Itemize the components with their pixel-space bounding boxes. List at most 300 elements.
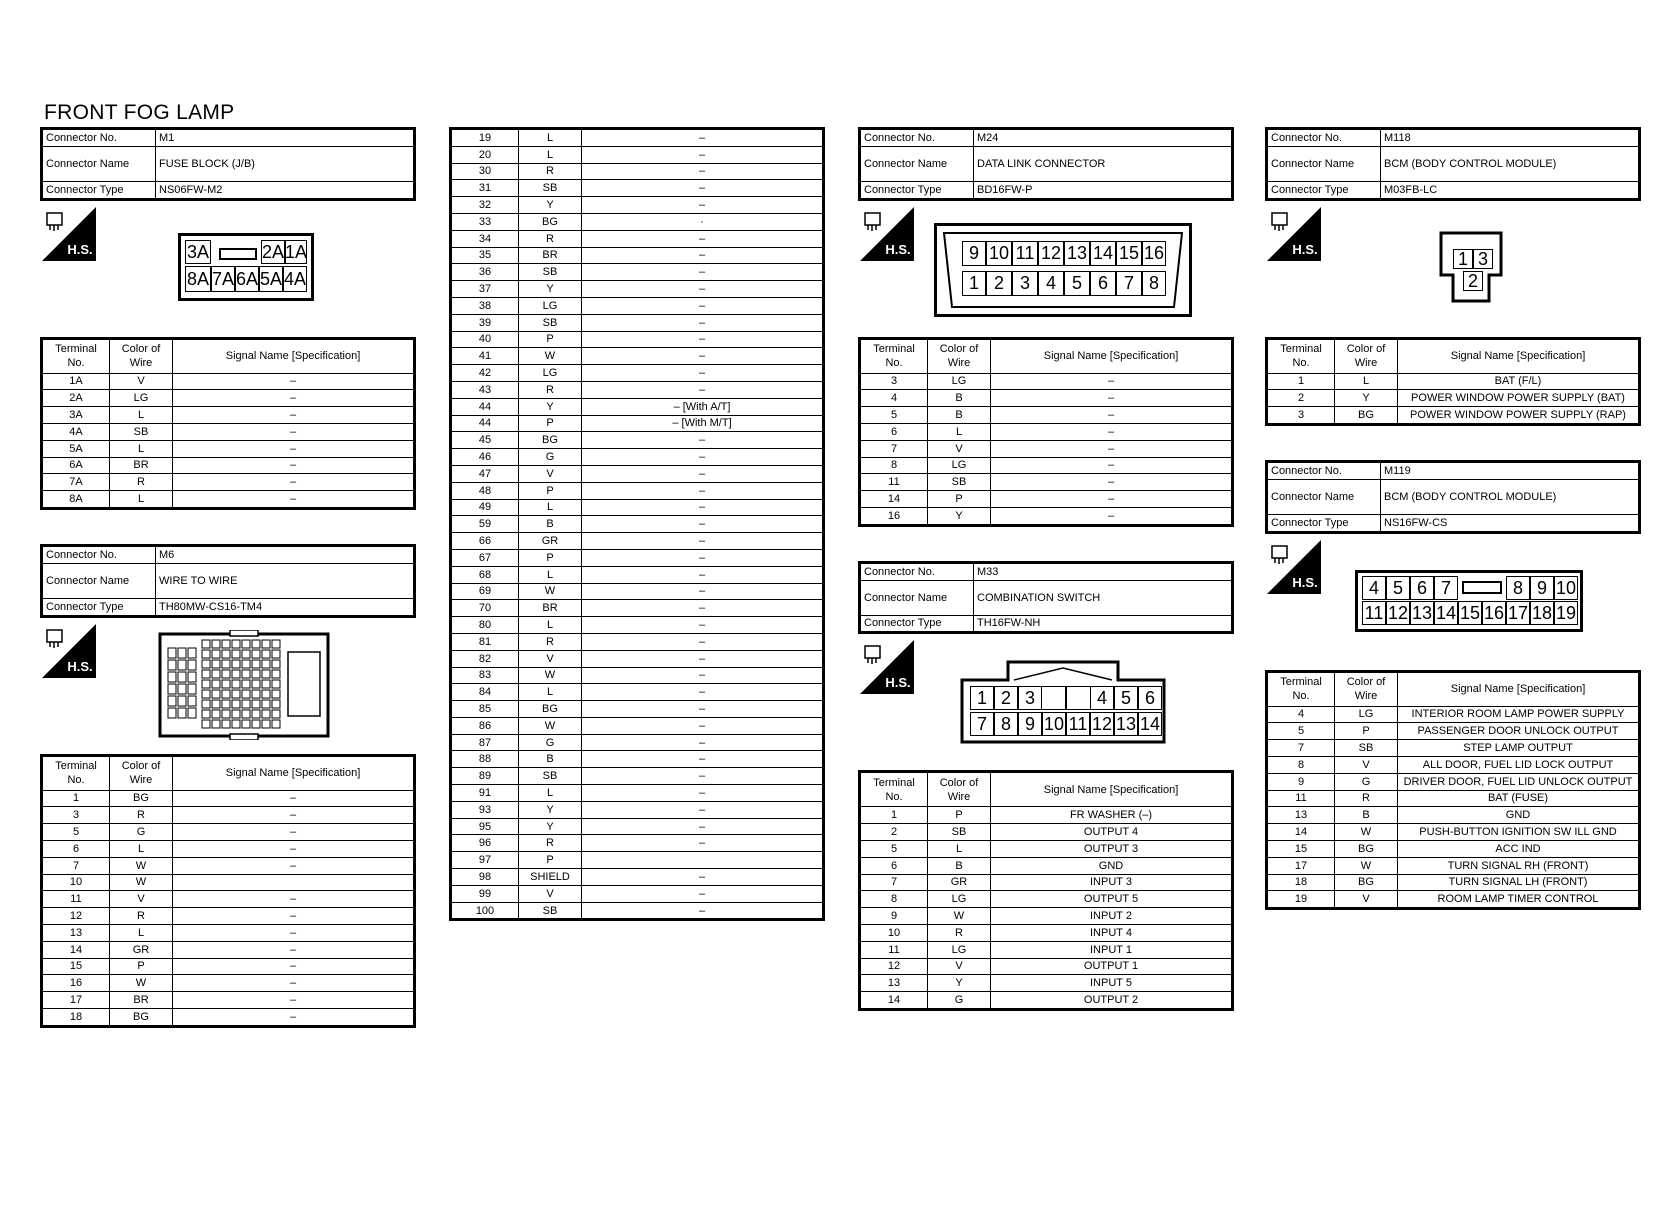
signal-name-cell: BAT (F/L) xyxy=(1398,373,1640,390)
wire-color-cell: L xyxy=(110,924,173,941)
table-row xyxy=(860,857,1233,874)
signal-name-cell: POWER WINDOW POWER SUPPLY (RAP) xyxy=(1398,407,1640,425)
wire-color-cell: P xyxy=(1335,723,1398,740)
signal-name-cell: – xyxy=(991,373,1233,390)
table-row xyxy=(860,407,1233,424)
table-row xyxy=(451,197,824,214)
table-row xyxy=(1267,723,1640,740)
pin-cavity xyxy=(232,670,240,678)
pin-cavity xyxy=(168,660,176,670)
pin: 15 xyxy=(1459,602,1481,623)
pin-cavity xyxy=(262,640,270,648)
wire-color-cell: L xyxy=(110,440,173,457)
wire-color-cell: L xyxy=(1335,373,1398,390)
signal-name-cell: – xyxy=(173,958,415,975)
table-row xyxy=(451,566,824,583)
table-row xyxy=(451,432,824,449)
table-row xyxy=(42,373,415,390)
pin: 4A xyxy=(283,266,307,292)
signal-name-cell: – xyxy=(582,281,824,298)
signal-name-cell: – xyxy=(991,423,1233,440)
pin: 13 xyxy=(1064,241,1090,266)
terminal-no-cell: 7 xyxy=(42,857,110,874)
pin: 15 xyxy=(1116,241,1142,266)
pin-cavity xyxy=(188,708,196,718)
pin-cavity xyxy=(188,696,196,706)
signal-name-cell: OUTPUT 3 xyxy=(991,840,1233,857)
terminal-no-cell: 6 xyxy=(860,423,928,440)
header-color: Color of Wire xyxy=(1335,671,1398,706)
pin-cavity xyxy=(188,648,196,658)
terminal-no-cell: 14 xyxy=(860,992,928,1010)
wire-color-cell: L xyxy=(928,423,991,440)
wire-color-cell: SB xyxy=(928,824,991,841)
wire-color-cell: R xyxy=(110,807,173,824)
signal-name-cell: – xyxy=(991,390,1233,407)
wire-color-cell: BR xyxy=(110,457,173,474)
pin-cavity xyxy=(262,710,270,718)
signal-name-cell: – xyxy=(173,423,415,440)
pin-cavity xyxy=(222,720,230,728)
terminal-no-cell: 10 xyxy=(860,924,928,941)
connector-name: COMBINATION SWITCH xyxy=(974,580,1233,615)
svg-text:H.S.: H.S. xyxy=(1292,574,1318,590)
signal-name-cell: FR WASHER (–) xyxy=(991,807,1233,824)
pin-cavity xyxy=(262,690,270,698)
connector-type: M03FB-LC xyxy=(1381,181,1640,199)
pin: 4 xyxy=(1362,576,1386,600)
terminal-no-cell: 6 xyxy=(42,840,110,857)
signal-name-cell: – xyxy=(173,992,415,1009)
pin: 3 xyxy=(1012,271,1038,296)
table-row xyxy=(451,264,824,281)
pin-cavity xyxy=(232,660,240,668)
table-row xyxy=(451,415,824,432)
connector-face-m1 xyxy=(178,233,314,301)
wire-color-cell: V xyxy=(928,958,991,975)
pin: 7 xyxy=(1116,271,1142,296)
connector-type: BD16FW-P xyxy=(974,181,1233,199)
table-row xyxy=(451,751,824,768)
signal-name-cell: INPUT 1 xyxy=(991,941,1233,958)
pin-cavity xyxy=(262,670,270,678)
pin: 5 xyxy=(1114,686,1138,710)
terminal-no-cell: 7 xyxy=(860,874,928,891)
table-row xyxy=(1267,840,1640,857)
signal-name-cell xyxy=(582,852,824,869)
wire-color-cell: R xyxy=(519,381,582,398)
signal-name-cell: – xyxy=(173,924,415,941)
signal-name-cell: INPUT 2 xyxy=(991,908,1233,925)
terminal-no-cell: 82 xyxy=(451,650,519,667)
wire-color-cell: L xyxy=(519,499,582,516)
wire-color-cell: Y xyxy=(928,975,991,992)
pin-cavity xyxy=(272,650,280,658)
header-signal: Signal Name [Specification] xyxy=(1398,671,1640,706)
table-row xyxy=(42,423,415,440)
pin: 2 xyxy=(986,271,1012,296)
table-row xyxy=(860,924,1233,941)
connector-type: NS16FW-CS xyxy=(1381,514,1640,532)
pin-cavity xyxy=(202,640,210,648)
pin-cavity xyxy=(178,708,186,718)
pin-cavity xyxy=(252,650,260,658)
signal-name-cell: – xyxy=(582,734,824,751)
terminal-no-cell: 14 xyxy=(42,941,110,958)
terminal-no-cell: 1 xyxy=(1267,373,1335,390)
signal-name-cell: – xyxy=(173,440,415,457)
label-connector-no: Connector No. xyxy=(1267,461,1381,479)
pin: 1 xyxy=(970,686,994,710)
pin-cavity xyxy=(202,700,210,708)
pin-cavity xyxy=(272,720,280,728)
terminal-no-cell: 31 xyxy=(451,180,519,197)
terminal-table-m6-continued xyxy=(449,127,825,921)
wire-color-cell: GR xyxy=(110,941,173,958)
pin-cavity xyxy=(212,690,220,698)
wire-color-cell: Y xyxy=(928,507,991,525)
signal-name-cell: – xyxy=(991,474,1233,491)
wire-color-cell: GR xyxy=(519,533,582,550)
terminal-no-cell: 88 xyxy=(451,751,519,768)
terminal-no-cell: 100 xyxy=(451,902,519,920)
signal-name-cell: GND xyxy=(1398,807,1640,824)
pin-cavity xyxy=(242,720,250,728)
pin: 10 xyxy=(986,241,1012,266)
wire-color-cell: SB xyxy=(519,180,582,197)
pin-cavity xyxy=(242,660,250,668)
table-row xyxy=(860,975,1233,992)
pin-cavity xyxy=(252,670,260,678)
connector-face-m119 xyxy=(1355,570,1583,632)
signal-name-cell: OUTPUT 4 xyxy=(991,824,1233,841)
terminal-table-m24 xyxy=(858,337,1234,527)
table-row xyxy=(860,807,1233,824)
signal-name-cell: – [With M/T] xyxy=(582,415,824,432)
signal-name-cell: – xyxy=(173,824,415,841)
pin: 3 xyxy=(1018,686,1042,710)
connector-info-m119 xyxy=(1265,460,1641,534)
terminal-no-cell: 12 xyxy=(860,958,928,975)
wire-color-cell: B xyxy=(928,390,991,407)
signal-name-cell: INPUT 5 xyxy=(991,975,1233,992)
wire-color-cell: R xyxy=(1335,790,1398,807)
pin-cavity xyxy=(262,700,270,708)
terminal-no-cell: 4A xyxy=(42,423,110,440)
signal-name-cell: – xyxy=(582,247,824,264)
pin-cavity xyxy=(212,710,220,718)
pin-cavity xyxy=(242,640,250,648)
header-signal: Signal Name [Specification] xyxy=(991,338,1233,373)
wire-color-cell: B xyxy=(519,516,582,533)
table-row xyxy=(860,992,1233,1010)
table-row xyxy=(451,583,824,600)
table-row xyxy=(451,314,824,331)
table-row xyxy=(451,633,824,650)
wire-color-cell: L xyxy=(519,129,582,147)
connector-info-m1 xyxy=(40,127,416,201)
wire-color-cell: BG xyxy=(519,432,582,449)
connector-name: DATA LINK CONNECTOR xyxy=(974,146,1233,181)
table-row xyxy=(42,407,415,424)
pin-cavity xyxy=(232,700,240,708)
table-row xyxy=(451,818,824,835)
terminal-no-cell: 99 xyxy=(451,885,519,902)
table-row xyxy=(860,423,1233,440)
terminal-table-m6 xyxy=(40,754,416,1028)
wire-color-cell: G xyxy=(519,734,582,751)
pin: 1A xyxy=(284,241,308,262)
pin: 10 xyxy=(1555,577,1577,598)
connector-no: M6 xyxy=(156,545,415,563)
signal-name-cell: – xyxy=(582,549,824,566)
terminal-no-cell: 67 xyxy=(451,549,519,566)
wire-color-cell: BR xyxy=(519,600,582,617)
wire-color-cell: W xyxy=(110,874,173,891)
harness-side-icon xyxy=(860,640,914,694)
wire-color-cell: P xyxy=(519,482,582,499)
pin: 13 xyxy=(1115,714,1137,735)
wire-color-cell: V xyxy=(1335,891,1398,909)
table-row xyxy=(1267,390,1640,407)
wire-color-cell: R xyxy=(519,163,582,180)
diagram-m1 xyxy=(40,201,416,337)
pin-cavity xyxy=(202,710,210,718)
pin: 7 xyxy=(1434,576,1458,600)
table-row xyxy=(451,163,824,180)
pin-cavity xyxy=(252,720,260,728)
pin-cavity xyxy=(178,684,186,694)
terminal-no-cell: 1 xyxy=(860,807,928,824)
terminal-no-cell: 83 xyxy=(451,667,519,684)
table-row xyxy=(451,230,824,247)
terminal-table-m33 xyxy=(858,770,1234,1011)
terminal-no-cell: 17 xyxy=(42,992,110,1009)
pin-cavity xyxy=(212,640,220,648)
signal-name-cell: OUTPUT 1 xyxy=(991,958,1233,975)
diagram-m24 xyxy=(858,201,1234,337)
pin: 7A xyxy=(211,266,235,292)
terminal-no-cell: 3 xyxy=(42,807,110,824)
signal-name-cell: ACC IND xyxy=(1398,840,1640,857)
table-row xyxy=(860,840,1233,857)
pin: 5 xyxy=(1064,271,1090,296)
wire-color-cell: P xyxy=(519,549,582,566)
pin: 11 xyxy=(1012,241,1038,266)
wire-color-cell: BG xyxy=(519,701,582,718)
pin: 2 xyxy=(994,686,1018,710)
signal-name-cell: – xyxy=(582,465,824,482)
table-row xyxy=(451,549,824,566)
connector-key xyxy=(219,248,257,260)
terminal-no-cell: 96 xyxy=(451,835,519,852)
wire-color-cell: W xyxy=(519,583,582,600)
connector-no: M1 xyxy=(156,129,415,147)
header-terminal: Terminal No. xyxy=(42,755,110,790)
connector-info-m24 xyxy=(858,127,1234,201)
terminal-no-cell: 39 xyxy=(451,314,519,331)
header-terminal: Terminal No. xyxy=(860,772,928,807)
column-1 xyxy=(40,127,416,1028)
pin-cavity xyxy=(272,680,280,688)
pin-cavity xyxy=(222,710,230,718)
signal-name-cell: – xyxy=(582,566,824,583)
harness-side-icon xyxy=(1267,540,1321,594)
terminal-no-cell: 32 xyxy=(451,197,519,214)
pin-cavity xyxy=(222,700,230,708)
pin: 14 xyxy=(1139,714,1161,735)
wire-color-cell: W xyxy=(519,717,582,734)
pin: 9 xyxy=(1530,576,1554,600)
connector-name: BCM (BODY CONTROL MODULE) xyxy=(1381,479,1640,514)
signal-name-cell: – xyxy=(582,768,824,785)
wire-color-cell: GR xyxy=(928,874,991,891)
terminal-table-m119 xyxy=(1265,670,1641,911)
signal-name-cell: – xyxy=(991,491,1233,508)
table-row xyxy=(42,941,415,958)
table-row xyxy=(42,457,415,474)
terminal-no-cell: 7 xyxy=(860,440,928,457)
pin-cavity xyxy=(272,710,280,718)
pin-cavity xyxy=(202,690,210,698)
signal-name-cell: – xyxy=(173,474,415,491)
wire-color-cell: BR xyxy=(110,992,173,1009)
header-signal: Signal Name [Specification] xyxy=(173,755,415,790)
terminal-no-cell: 41 xyxy=(451,348,519,365)
table-row xyxy=(451,180,824,197)
signal-name-cell: STEP LAMP OUTPUT xyxy=(1398,740,1640,757)
wire-color-cell: W xyxy=(110,975,173,992)
wire-color-cell: B xyxy=(928,407,991,424)
terminal-no-cell: 87 xyxy=(451,734,519,751)
wire-color-cell: BG xyxy=(1335,874,1398,891)
terminal-no-cell: 95 xyxy=(451,818,519,835)
table-row xyxy=(1267,891,1640,909)
table-row xyxy=(42,390,415,407)
terminal-table-m1 xyxy=(40,337,416,510)
wire-color-cell: R xyxy=(519,835,582,852)
pin: 19 xyxy=(1555,602,1577,623)
signal-name-cell: – xyxy=(582,432,824,449)
terminal-no-cell: 19 xyxy=(451,129,519,147)
terminal-no-cell: 3 xyxy=(1267,407,1335,425)
page-title: FRONT FOG LAMP xyxy=(44,101,235,124)
pin-cavity xyxy=(222,660,230,668)
pin: 8 xyxy=(1506,576,1530,600)
signal-name-cell: – xyxy=(582,348,824,365)
terminal-no-cell: 10 xyxy=(42,874,110,891)
wire-color-cell: LG xyxy=(928,941,991,958)
signal-name-cell: – xyxy=(582,701,824,718)
terminal-no-cell: 9 xyxy=(1267,773,1335,790)
connector-face-m33 xyxy=(970,686,1161,742)
terminal-no-cell: 3A xyxy=(42,407,110,424)
pin-cavity xyxy=(252,710,260,718)
terminal-no-cell: 18 xyxy=(42,1008,110,1026)
pin-cavity xyxy=(232,650,240,658)
label-connector-type: Connector Type xyxy=(1267,181,1381,199)
table-row xyxy=(42,958,415,975)
pin-cavity xyxy=(272,670,280,678)
wire-color-cell: LG xyxy=(928,373,991,390)
pin-cavity xyxy=(212,660,220,668)
label-connector-no: Connector No. xyxy=(42,129,156,147)
pin xyxy=(1042,686,1066,710)
wire-color-cell: P xyxy=(110,958,173,975)
signal-name-cell: INTERIOR ROOM LAMP POWER SUPPLY xyxy=(1398,706,1640,723)
wire-color-cell: R xyxy=(110,908,173,925)
wire-color-cell: L xyxy=(110,840,173,857)
terminal-no-cell: 14 xyxy=(860,491,928,508)
signal-name-cell: · xyxy=(582,213,824,230)
pin-cavity xyxy=(212,700,220,708)
table-row xyxy=(451,885,824,902)
pin-cavity xyxy=(232,720,240,728)
pin: 5 xyxy=(1386,576,1410,600)
wire-color-cell: B xyxy=(519,751,582,768)
table-row xyxy=(451,348,824,365)
pin: 2 xyxy=(1463,271,1483,291)
table-row xyxy=(1267,756,1640,773)
terminal-no-cell: 89 xyxy=(451,768,519,785)
signal-name-cell: – xyxy=(582,785,824,802)
pin-cavity xyxy=(232,710,240,718)
terminal-no-cell: 4 xyxy=(1267,706,1335,723)
connector-no: M33 xyxy=(974,562,1233,580)
svg-text:H.S.: H.S. xyxy=(1292,241,1318,257)
table-row xyxy=(451,213,824,230)
table-row xyxy=(860,908,1233,925)
table-row xyxy=(860,874,1233,891)
table-row xyxy=(1267,807,1640,824)
signal-name-cell: – xyxy=(582,751,824,768)
signal-name-cell: – xyxy=(582,516,824,533)
wire-color-cell: G xyxy=(110,824,173,841)
connector-no: M24 xyxy=(974,129,1233,147)
signal-name-cell: – xyxy=(582,667,824,684)
wire-color-cell: L xyxy=(110,491,173,509)
pin-cavity xyxy=(272,690,280,698)
signal-name-cell: – xyxy=(582,230,824,247)
terminal-no-cell: 70 xyxy=(451,600,519,617)
pin: 13 xyxy=(1411,602,1433,623)
pin: 8 xyxy=(994,712,1018,736)
signal-name-cell: – xyxy=(582,129,824,147)
table-row xyxy=(451,768,824,785)
signal-name-cell: – xyxy=(173,1008,415,1026)
wire-color-cell: P xyxy=(928,491,991,508)
wire-color-cell: B xyxy=(928,857,991,874)
label-connector-name: Connector Name xyxy=(42,146,156,181)
wire-color-cell: W xyxy=(519,348,582,365)
table-row xyxy=(451,331,824,348)
signal-name-cell: TURN SIGNAL LH (FRONT) xyxy=(1398,874,1640,891)
signal-name-cell: PUSH-BUTTON IGNITION SW ILL GND xyxy=(1398,824,1640,841)
table-row xyxy=(860,373,1233,390)
terminal-no-cell: 6 xyxy=(860,857,928,874)
pin-cavity xyxy=(168,696,176,706)
pin-cavity xyxy=(212,650,220,658)
pin-cavity xyxy=(262,720,270,728)
terminal-no-cell: 45 xyxy=(451,432,519,449)
label-connector-type: Connector Type xyxy=(42,181,156,199)
pin-cavity xyxy=(212,670,220,678)
terminal-no-cell: 42 xyxy=(451,365,519,382)
connector-no: M118 xyxy=(1381,129,1640,147)
pin-cavity xyxy=(262,650,270,658)
pin: 1 xyxy=(1453,249,1473,269)
terminal-no-cell: 68 xyxy=(451,566,519,583)
